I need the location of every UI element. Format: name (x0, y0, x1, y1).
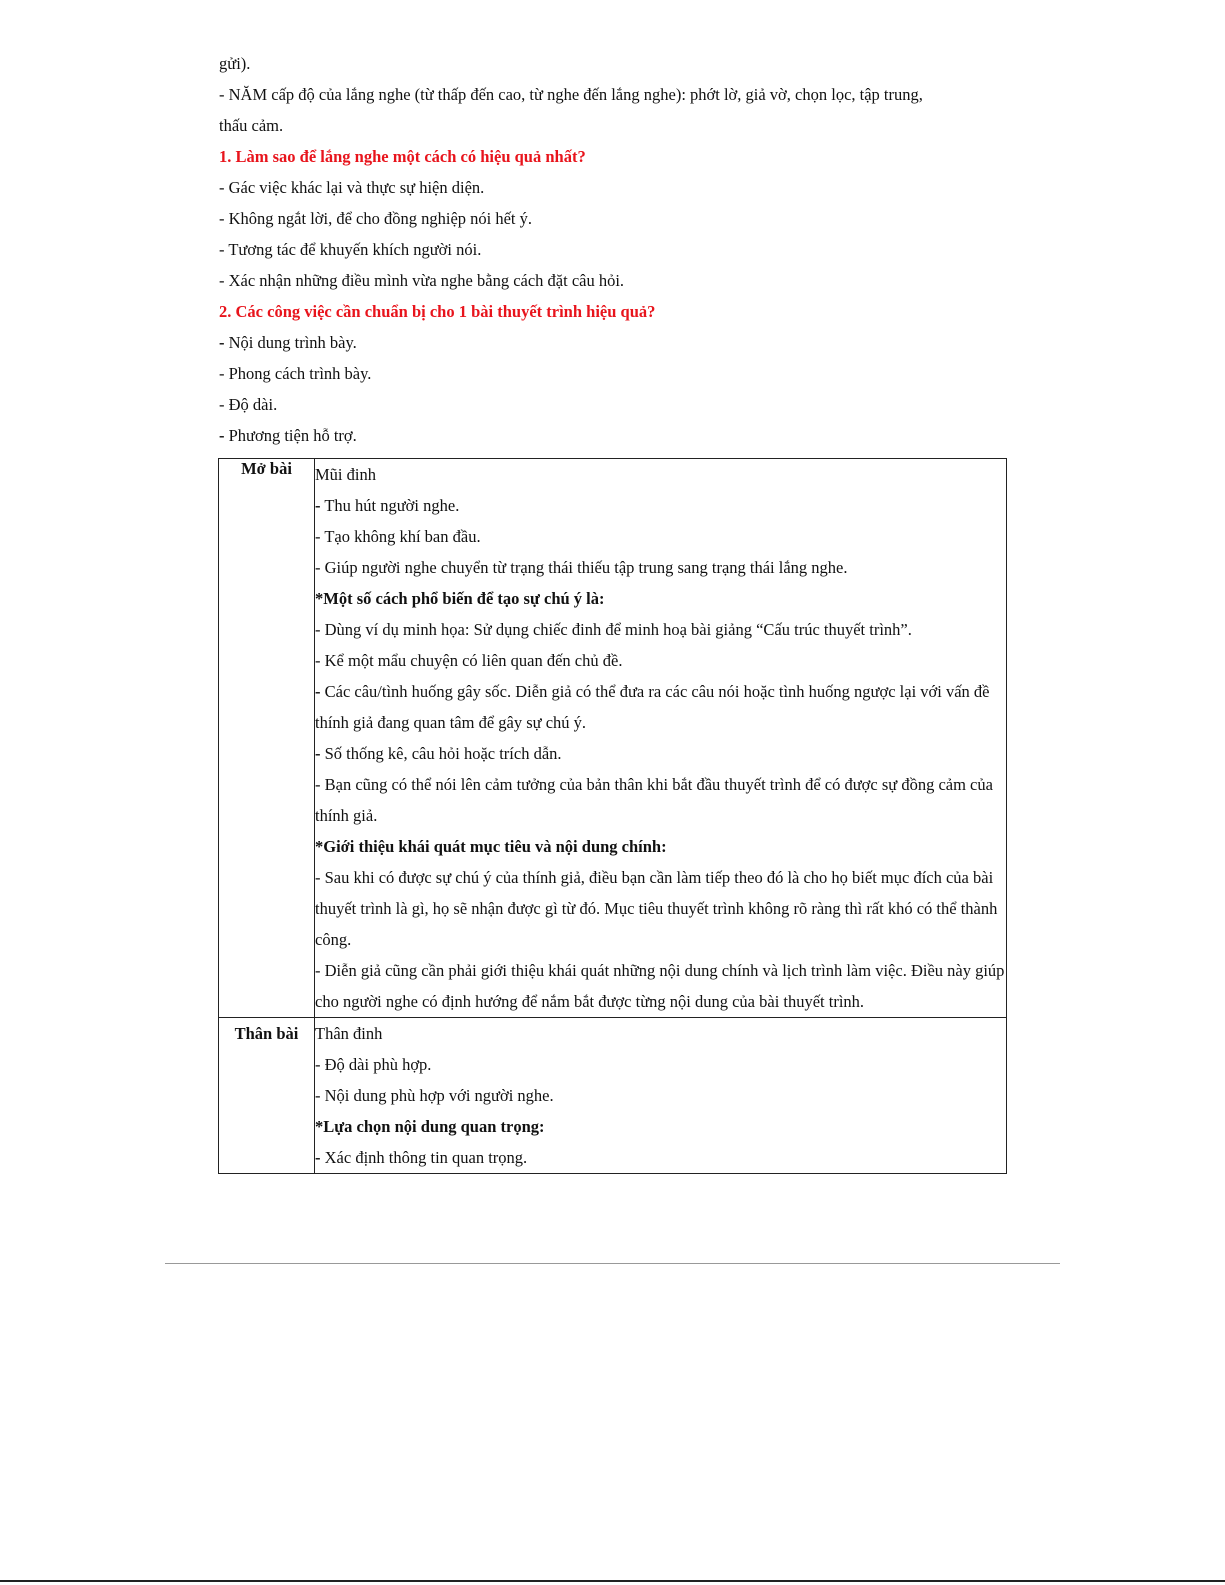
cell-line (315, 1142, 1006, 1173)
cell-line (315, 490, 1006, 521)
cell-line: - Độ dài phù hợp. (315, 1055, 432, 1074)
section-1-item: - Xác nhận những điều mình vừa nghe bằng cách đặt câu hỏi. (219, 271, 625, 290)
bold-dash: - (315, 496, 321, 515)
section-1-item: - Không ngắt lời, để cho đồng nghiệp nói hết ý. (219, 209, 533, 228)
cell-line: - Giúp người nghe chuyển từ trạng thái thiếu tập trung sang trạng thái lắng nghe. (315, 558, 848, 577)
row-content-opening (315, 459, 1007, 1018)
table-row-body (219, 1018, 1007, 1174)
cell-line: - Bạn cũng có thể nói lên cảm tưởng của bản thân khi bắt đầu thuyết trình để có được sự đồng cảm của thính giả. (315, 775, 993, 825)
cell-line-text: Xác định thông tin quan trọng. (324, 1148, 528, 1167)
intro-line-2: - NĂM cấp độ của lắng nghe (từ thấp đến cao, từ nghe đến lắng nghe): phớt lờ, giả vờ, chọn lọc, tập trung, (219, 85, 923, 104)
cell-line (315, 738, 1006, 769)
row-label-opening: Mở bài (219, 459, 315, 1018)
presentation-structure-table (218, 458, 1007, 1174)
intro-line-3: thấu cảm. (219, 116, 284, 135)
table-row-opening (219, 459, 1007, 1018)
cell-line (315, 676, 1006, 738)
cell-line: - Nội dung phù hợp với người nghe. (315, 1086, 554, 1105)
section-2-item-text: Phương tiện hỗ trợ. (228, 426, 357, 445)
document-body (219, 48, 1009, 451)
cell-line-text: Các câu/tình huống gây sốc. Diễn giả có thể đưa ra các câu nói hoặc tình huống ngược lại với vấn đề thính giả đang quan tâm để gây sự chú ý. (315, 682, 990, 732)
bold-dash: - (315, 1148, 321, 1167)
cell-line: - Dùng ví dụ minh họa: Sử dụng chiếc đinh để minh hoạ bài giảng “Cấu trúc thuyết trình”. (315, 620, 912, 639)
section-2-heading: 2. Các công việc cần chuẩn bị cho 1 bài thuyết trình hiệu quả? (219, 302, 656, 321)
cell-line: Mũi đinh (315, 465, 376, 484)
cell-line: - Sau khi có được sự chú ý của thính giả, điều bạn cần làm tiếp theo đó là cho họ biết mục đích của bài thuyết trình là gì, họ sẽ nhận được gì từ đó. Mục tiêu thuyết trình không rõ ràng thì rất khó có thể thành công. (315, 868, 998, 949)
section-2-item: - Độ dài. (219, 395, 278, 414)
bold-dash: - (315, 744, 321, 763)
cell-line: - Tạo không khí ban đầu. (315, 527, 481, 546)
cell-line: Thân đinh (315, 1024, 383, 1043)
bold-dash: - (315, 682, 321, 701)
cell-subheading: *Một số cách phổ biến để tạo sự chú ý là: (315, 589, 605, 608)
cell-subheading: *Giới thiệu khái quát mục tiêu và nội dung chính: (315, 837, 667, 856)
cell-line: - Diễn giả cũng cần phải giới thiệu khái quát những nội dung chính và lịch trình làm việc. Điều này giúp cho người nghe có định hướng để nắm bắt được từng nội dung của bài thuyết trình. (315, 961, 1005, 1011)
cell-line-text: Số thống kê, câu hỏi hoặc trích dẫn. (324, 744, 562, 763)
cell-line: - Kể một mẩu chuyện có liên quan đến chủ đề. (315, 651, 623, 670)
section-2-item-text: Nội dung trình bày. (228, 333, 357, 352)
page-divider (165, 1263, 1060, 1264)
bold-dash: - (219, 426, 225, 445)
cell-subheading: *Lựa chọn nội dung quan trọng: (315, 1117, 545, 1136)
bold-dash: - (219, 333, 225, 352)
section-2-item: - Phong cách trình bày. (219, 364, 372, 383)
section-2-item (219, 327, 1009, 358)
section-1-item: - Tương tác để khuyến khích người nói. (219, 240, 482, 259)
section-2-item (219, 420, 1009, 451)
row-content-body (315, 1018, 1007, 1174)
section-1-item: - Gác việc khác lại và thực sự hiện diện. (219, 178, 485, 197)
cell-line-text: Thu hút người nghe. (324, 496, 460, 515)
section-1-heading: 1. Làm sao để lắng nghe một cách có hiệu quả nhất? (219, 147, 586, 166)
page-bottom-edge (0, 1580, 1225, 1582)
row-label-body: Thân bài (219, 1018, 315, 1174)
intro-line-1: gửi). (219, 54, 251, 73)
